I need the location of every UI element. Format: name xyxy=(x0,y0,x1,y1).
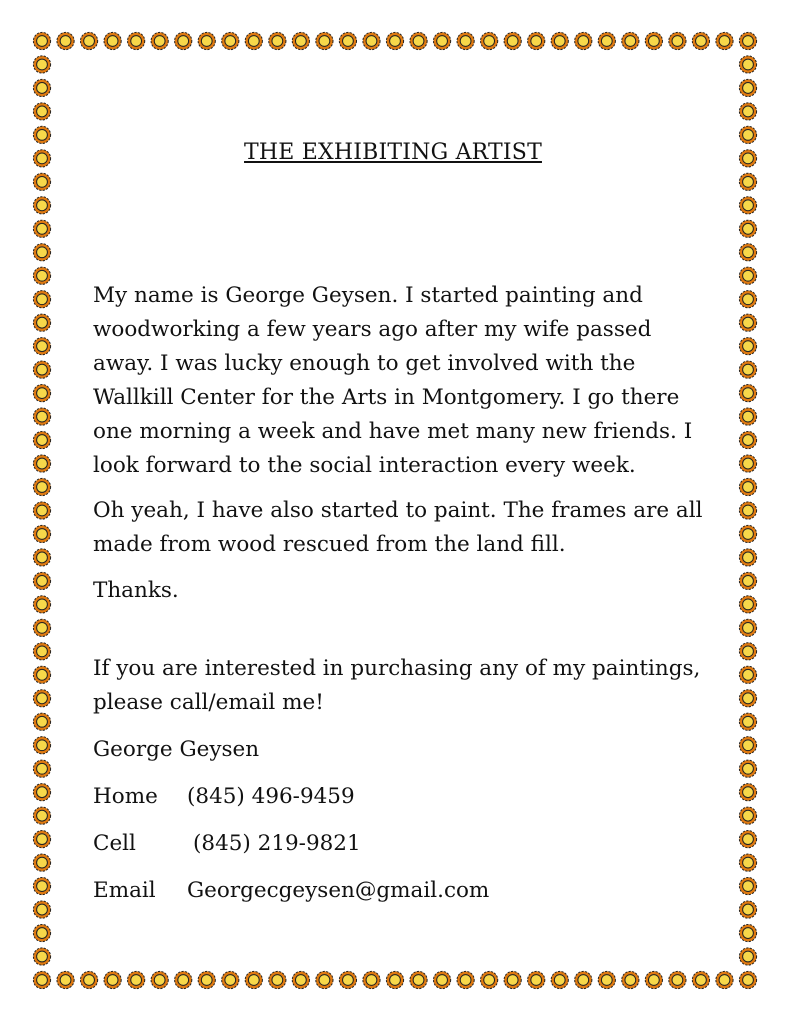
sun-icon xyxy=(104,32,121,49)
sun-icon xyxy=(739,103,756,120)
sun-icon xyxy=(33,455,50,472)
sun-icon xyxy=(363,32,380,49)
sun-icon xyxy=(33,267,50,284)
sun-icon xyxy=(739,431,756,448)
sun-icon xyxy=(739,690,756,707)
sun-icon xyxy=(33,760,50,777)
sun-icon xyxy=(739,924,756,941)
sun-icon xyxy=(33,502,50,519)
sun-icon xyxy=(33,220,50,237)
sun-icon xyxy=(33,56,50,73)
sun-icon xyxy=(198,32,215,49)
sun-icon xyxy=(245,971,262,988)
sun-icon xyxy=(33,666,50,683)
sun-icon xyxy=(33,361,50,378)
contact-value: (845) 496-9459 xyxy=(187,784,355,809)
sun-icon xyxy=(739,220,756,237)
sun-icon xyxy=(33,244,50,261)
sun-icon xyxy=(316,32,333,49)
sun-icon xyxy=(504,971,521,988)
sun-icon xyxy=(739,150,756,167)
sun-icon xyxy=(33,713,50,730)
sun-icon xyxy=(433,971,450,988)
sun-icon xyxy=(222,32,239,49)
sun-icon xyxy=(410,971,427,988)
sun-icon xyxy=(692,32,709,49)
sun-icon xyxy=(739,948,756,965)
sun-icon xyxy=(528,971,545,988)
sun-icon xyxy=(739,291,756,308)
contact-home xyxy=(93,780,355,814)
sun-icon xyxy=(222,971,239,988)
sun-icon xyxy=(33,924,50,941)
sun-icon xyxy=(551,971,568,988)
sun-icon xyxy=(692,971,709,988)
sun-icon xyxy=(33,596,50,613)
sun-icon xyxy=(33,737,50,754)
sun-icon xyxy=(363,971,380,988)
sun-icon xyxy=(33,971,50,988)
sun-icon xyxy=(128,32,145,49)
sun-icon xyxy=(598,971,615,988)
sun-icon xyxy=(739,502,756,519)
sun-icon xyxy=(739,338,756,355)
sun-icon xyxy=(739,56,756,73)
sun-icon xyxy=(739,878,756,895)
sun-icon xyxy=(504,32,521,49)
sun-icon xyxy=(739,173,756,190)
sun-icon xyxy=(33,784,50,801)
sun-icon xyxy=(410,32,427,49)
sun-icon xyxy=(739,760,756,777)
sun-icon xyxy=(716,971,733,988)
sun-icon xyxy=(739,666,756,683)
contact-cell xyxy=(93,827,361,861)
sun-icon xyxy=(80,971,97,988)
sun-icon xyxy=(739,126,756,143)
sun-icon xyxy=(622,32,639,49)
sun-icon xyxy=(33,619,50,636)
sun-icon xyxy=(669,971,686,988)
sun-icon xyxy=(739,525,756,542)
document-title: THE EXHIBITING ARTIST xyxy=(244,140,542,165)
sun-icon xyxy=(739,478,756,495)
sun-icon xyxy=(739,79,756,96)
sun-icon xyxy=(292,32,309,49)
sun-icon xyxy=(339,32,356,49)
sun-icon xyxy=(33,878,50,895)
sun-icon xyxy=(457,971,474,988)
sun-icon xyxy=(151,971,168,988)
sun-icon xyxy=(739,831,756,848)
sun-icon xyxy=(622,971,639,988)
sun-icon xyxy=(33,549,50,566)
sun-icon xyxy=(739,619,756,636)
sun-icon xyxy=(33,126,50,143)
sun-icon xyxy=(739,455,756,472)
sun-icon xyxy=(739,572,756,589)
sun-icon xyxy=(386,32,403,49)
sun-icon xyxy=(33,572,50,589)
sun-icon xyxy=(175,971,192,988)
sun-icon xyxy=(151,32,168,49)
sun-icon xyxy=(645,32,662,49)
sun-icon xyxy=(33,338,50,355)
sun-icon xyxy=(339,971,356,988)
sun-icon xyxy=(80,32,97,49)
contact-email xyxy=(93,874,490,908)
sun-icon xyxy=(33,408,50,425)
sun-icon xyxy=(33,385,50,402)
sun-icon xyxy=(739,408,756,425)
sun-icon xyxy=(33,525,50,542)
paragraph-thanks: Thanks. xyxy=(93,578,179,603)
sun-icon xyxy=(57,971,74,988)
sun-icon xyxy=(645,971,662,988)
sun-icon xyxy=(33,150,50,167)
sun-icon xyxy=(575,971,592,988)
sun-icon xyxy=(739,784,756,801)
sun-icon xyxy=(175,32,192,49)
paragraph-intro: My name is George Geysen. I started painting and woodworking a few years ago after my wife passed away. I was lucky enough to get involved with the Wallkill Center for the Arts in Montgomery. I go there one morning a week and have met many new friends. I look forward to the social interaction every week. xyxy=(93,283,693,478)
sun-icon xyxy=(33,807,50,824)
sun-icon xyxy=(739,713,756,730)
sun-icon xyxy=(739,314,756,331)
sun-icon xyxy=(739,385,756,402)
sun-icon xyxy=(33,197,50,214)
sun-icon xyxy=(575,32,592,49)
signature-name: George Geysen xyxy=(93,737,260,762)
sun-icon xyxy=(669,32,686,49)
contact-value: (845) 219-9821 xyxy=(193,831,361,856)
sun-icon xyxy=(33,854,50,871)
sun-icon xyxy=(33,79,50,96)
sun-icon xyxy=(739,971,756,988)
sun-icon xyxy=(739,32,756,49)
sun-icon xyxy=(269,32,286,49)
sun-icon xyxy=(739,596,756,613)
paragraph-purchase: If you are interested in purchasing any of my paintings, please call/email me! xyxy=(93,656,701,715)
sun-icon xyxy=(33,173,50,190)
sun-icon xyxy=(739,361,756,378)
sun-icon xyxy=(481,971,498,988)
sun-icon xyxy=(739,807,756,824)
sun-icon xyxy=(33,831,50,848)
sun-icon xyxy=(433,32,450,49)
sun-icon xyxy=(481,32,498,49)
sun-icon xyxy=(739,267,756,284)
sun-icon xyxy=(739,737,756,754)
sun-icon xyxy=(716,32,733,49)
sun-icon xyxy=(528,32,545,49)
paragraph-frames: Oh yeah, I have also started to paint. The frames are all made from wood rescued from the land fill. xyxy=(93,498,703,557)
sun-icon xyxy=(33,643,50,660)
sun-icon xyxy=(598,32,615,49)
sun-icon xyxy=(33,314,50,331)
sun-icon xyxy=(551,32,568,49)
sun-icon xyxy=(739,549,756,566)
sun-icon xyxy=(316,971,333,988)
sun-icon xyxy=(457,32,474,49)
sun-icon xyxy=(33,291,50,308)
sun-icon xyxy=(386,971,403,988)
sun-icon xyxy=(104,971,121,988)
sun-icon xyxy=(269,971,286,988)
contact-value[interactable]: Georgecgeysen@gmail.com xyxy=(187,878,490,903)
contact-label: Email xyxy=(93,878,156,903)
sun-icon xyxy=(739,854,756,871)
sun-icon xyxy=(57,32,74,49)
sun-icon xyxy=(33,103,50,120)
sun-icon xyxy=(128,971,145,988)
contact-label: Cell xyxy=(93,831,136,856)
sun-icon xyxy=(33,478,50,495)
sun-icon xyxy=(739,244,756,261)
sun-icon xyxy=(739,643,756,660)
sun-icon xyxy=(739,197,756,214)
sun-icon xyxy=(33,901,50,918)
sun-icon xyxy=(33,948,50,965)
contact-label: Home xyxy=(93,784,158,809)
sun-icon xyxy=(292,971,309,988)
sun-icon xyxy=(739,901,756,918)
sun-icon xyxy=(33,32,50,49)
sun-icon xyxy=(33,431,50,448)
sun-icon xyxy=(33,690,50,707)
sun-icon xyxy=(198,971,215,988)
sun-icon xyxy=(245,32,262,49)
